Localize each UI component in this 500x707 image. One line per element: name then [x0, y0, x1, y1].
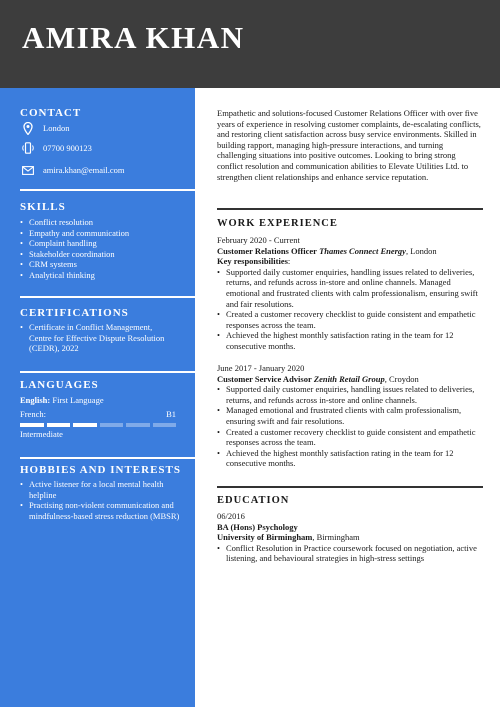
education-school-line	[217, 532, 483, 543]
education-entry	[217, 511, 483, 564]
certifications-heading: CERTIFICATIONS	[20, 307, 129, 319]
professional-summary: Empathetic and solutions-focused Customer Relations Officer with over five years of experience in resolving customer complaints, de-escalating conflicts, and restoring client satisfaction across busy service environments. Skilled in building rapport, managing high-pressure interactions, and turning challenging situations into positive outcomes. Looking to bring strong conflict resolution and communication abilities to Elevate Utilities Ltd. to strengthen client relationships and enhance service reputation.	[217, 108, 481, 182]
skills-list	[20, 217, 188, 280]
language-level-segment	[47, 423, 71, 427]
education-heading: EDUCATION	[217, 495, 290, 506]
skill-item: • Empathy and communication	[20, 228, 188, 239]
language-name: English:	[20, 395, 51, 405]
job-dates: February 2020 - Current	[217, 235, 300, 245]
hobby-item: • Active listener for a local mental health helpline	[20, 479, 180, 500]
divider	[20, 457, 195, 459]
job-bullet: • Supported daily customer enquiries, handling issues related to deliveries, returns, and refunds across in-store and online channels.	[217, 384, 483, 405]
job-company: Zenith Retail Group	[313, 373, 385, 384]
job-bullet: • Managed emotional and frustrated clients with calm professionalism, ensuring swift and fair resolutions.	[217, 405, 483, 426]
education-location: , Birmingham	[312, 532, 360, 543]
job-bullet: • Created a customer recovery checklist to guide consistent and empathetic responses across the team.	[217, 427, 483, 448]
job-bullet: • Supported daily customer enquiries, handling issues related to deliveries, returns, and refunds across in-store and online channels. Managed emotional and frustrated clients with calm professionalism, ensuring swift and fair resolutions.	[217, 267, 483, 309]
language-name: French:	[20, 409, 46, 419]
sidebar	[0, 88, 195, 707]
contact-location	[20, 121, 69, 135]
responsibilities-label: Key responsibilities	[217, 256, 288, 267]
language-english	[20, 395, 104, 405]
hobbies-heading: HOBBIES AND INTERESTS	[20, 464, 181, 476]
skill-item: • Stakeholder coordination	[20, 249, 188, 260]
job-entry	[217, 235, 483, 352]
divider	[20, 371, 195, 373]
certifications-list	[20, 322, 170, 354]
job-location: , Croydon	[384, 373, 419, 384]
language-level-segment	[20, 423, 44, 427]
certification-item: • Certificate in Conflict Management, Centre for Effective Dispute Resolution (CEDR), 2022	[20, 322, 170, 354]
skill-item: • Conflict resolution	[20, 217, 188, 228]
language-level-bar	[20, 423, 176, 427]
work-experience-heading: WORK EXPERIENCE	[217, 218, 338, 229]
language-level: First Language	[52, 395, 104, 405]
contact-heading: CONTACT	[20, 107, 82, 119]
skill-item: • Analytical thinking	[20, 270, 188, 281]
candidate-name: AMIRA KHAN	[22, 20, 245, 55]
responsibilities-label-line	[217, 256, 483, 267]
education-bullet: • Conflict Resolution in Practice coursework focused on negotiation, active listening, and behavioural strategies in high-stress settings	[217, 543, 483, 564]
location-text: London	[43, 123, 70, 133]
skill-item: • Complaint handling	[20, 238, 188, 249]
skill-item: • CRM systems	[20, 259, 188, 270]
divider	[20, 296, 195, 298]
job-bullet: • Achieved the highest monthly satisfaction rating in the team for 12 consecutive months.	[217, 330, 483, 351]
education-date: 06/2016	[217, 511, 245, 521]
divider	[217, 486, 483, 488]
language-level-segment	[100, 423, 124, 427]
job-bullets	[217, 267, 483, 352]
email-text[interactable]: amira.khan@email.com	[43, 165, 125, 175]
hobbies-list	[20, 479, 180, 521]
phone-icon	[20, 141, 36, 155]
header-bar	[0, 0, 500, 88]
language-level-segment	[126, 423, 150, 427]
job-bullet: • Achieved the highest monthly satisfaction rating in the team for 12 consecutive months.	[217, 448, 483, 469]
job-title-line	[217, 374, 483, 385]
skills-heading: SKILLS	[20, 201, 66, 213]
divider	[20, 189, 195, 191]
job-location: , London	[405, 245, 437, 256]
language-french	[20, 409, 176, 419]
envelope-icon	[20, 163, 36, 177]
contact-phone	[20, 141, 92, 155]
job-title-line	[217, 246, 483, 257]
job-company: Thames Connect Energy	[319, 245, 406, 256]
job-bullet: • Created a customer recovery checklist to guide consistent and empathetic responses across the team.	[217, 309, 483, 330]
language-level: B1	[166, 409, 176, 419]
job-title: Customer Relations Officer	[217, 245, 317, 256]
languages-heading: LANGUAGES	[20, 379, 99, 391]
divider	[217, 208, 483, 210]
education-degree: BA (Hons) Psychology	[217, 521, 298, 532]
contact-email	[20, 163, 124, 177]
job-bullets	[217, 384, 483, 469]
phone-text[interactable]: 07700 900123	[43, 143, 92, 153]
job-dates: June 2017 - January 2020	[217, 363, 305, 373]
language-level-segment	[153, 423, 177, 427]
job-title: Customer Service Advisor	[217, 373, 312, 384]
language-level-segment	[73, 423, 97, 427]
education-school: University of Birmingham	[217, 532, 313, 543]
job-entry	[217, 363, 483, 469]
education-bullets	[217, 543, 483, 564]
hobby-item: • Practising non-violent communication and mindfulness-based stress reduction (MBSR)	[20, 500, 180, 521]
location-pin-icon	[20, 121, 36, 135]
responsibilities-colon: :	[287, 256, 291, 267]
language-level-text: Intermediate	[20, 429, 63, 439]
